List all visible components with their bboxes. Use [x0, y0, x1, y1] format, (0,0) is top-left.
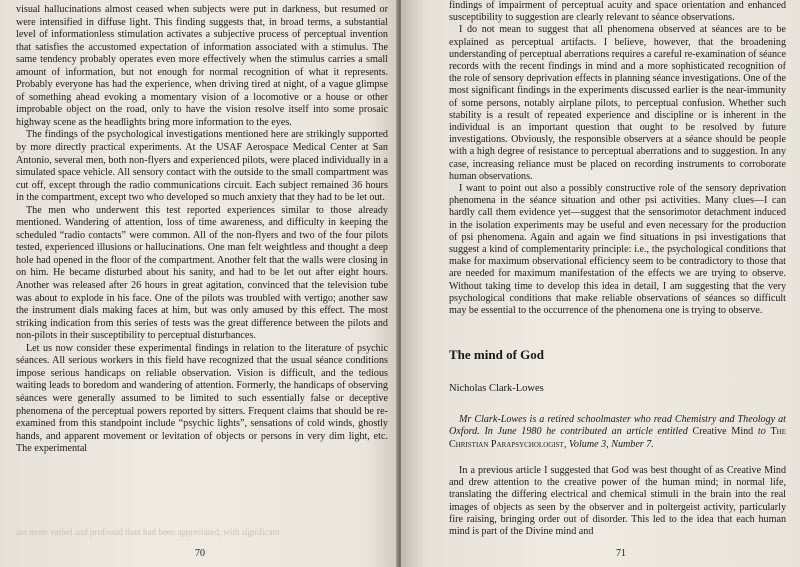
left-paragraph-4: Let us now consider these experimental findings in relation to the literature of psychic séances. All serious workers in this field have recognized that the usual séance conditions impose serious handicaps on reliable observation. Vision is difficult, and the tedious waiting leads to boredom and wandering of attention. Formerly, the handicaps of observing séances were generally assumed to be limited to such essentially false or deceptive phenomena of the perceptual powers reported by sitters. Frequent claims that should be re-examined from this standpoint include “psychic lights”, sensations of cold winds, ghostly hands, and apparent movement or levitation of objects or persons in very dim light, etc. The experimental: [16, 342, 388, 455]
right-paragraph-4: In a previous article I suggested that God was best thought of as Creative Mind and drew attention to the creative power of the human mind; in normal life, translating the differing electrical and chemical stimuli in the brain into the real images of objects as seen by the observer and in poltergeist activity, particularly fire raising, bringing order out of disorder. This led to the idea that each human mind is part of the Divine mind and: [449, 464, 786, 537]
intro-article-title: Creative Mind: [692, 426, 754, 438]
right-paragraph-1: findings of impairment of perceptual acuity and space orientation and enhanced susceptibility to suggestion are clearly relevant to séance observations.: [449, 0, 786, 24]
bleed-through-text: are more varied and profound than had been appreciated, with significant: [16, 527, 280, 537]
section-title: The mind of God: [449, 347, 544, 363]
page-number-right: 71: [616, 548, 626, 559]
right-paragraph-2: I do not mean to suggest that all phenomena observed at séances are to be explained as perceptual artifacts. I believe, however, that the broadening understanding of perceptual aberrations requires a careful re-examination of séance records with the recent findings in mind and a more sophisticated recognition of the role of sensory deprivation effects in planning séance investigations. One of the most significant findings in the experiments discussed earlier is the near-immunity of some persons, notably airplane pilots, to perceptual confusion. Whether such stability is a result of repeated experience and discipline or is inherent in the individual is an important question that ought to be resolved by future investigations. Obviously, the responsible observers at a séance should be people with a high degree of resistance to perceptual aberrations and to suggestion. In any case, increasing reliance must be placed on recording instruments to corroborate human observations.: [449, 24, 786, 182]
intro-part-3: , Volume 3, Number 7.: [563, 438, 654, 450]
left-paragraph-1: visual hallucinations almost ceased when subjects were put in darkness, but resumed or were intensified in diffuse light. This finding suggests that, in broad terms, a substantial level of informationless stimulation activates a subjective process of perceptual invention that satisfies the accustomed expectation of information associated with a stimulus. The same tendency probably operates even more effectively when the stimulus carries a small amount of information, but not enough for normal recognition of what it represents. Probably everyone has had the experience, when driving tired at night, of a vague glimpse of something ahead evoking a momentary vision of a locomotive or a house or other improbable object on the road, only to have the vision resolve itself into some prosaic highway scene as the headlights bring more information to the eyes.: [16, 4, 388, 128]
left-paragraph-2: The findings of the psychological investigations mentioned here are strikingly supported by more directly practical experiments. At the USAF Aerospace Medical Center at San Antonio, several men, both non-flyers and experienced pilots, were placed individually in a simulated space vehicle. All sensory contact with the outside to the small compartment was cut off, except through the radio communications circuit. Each subject remained 36 hours in the compartment, except two who developed so much anxiety that they had to be let out.: [16, 129, 388, 204]
intro-part-1: Mr Clark-Lowes is a retired schoolmaster who read Chemistry and Theology at Oxford. In June 1980 he contributed an article entitled: [449, 414, 786, 438]
author-intro: [449, 414, 786, 451]
author-byline: Nicholas Clark-Lowes: [449, 383, 544, 395]
right-page: [401, 0, 800, 567]
left-paragraph-3: The men who underwent this test reported experiences similar to those already mentioned. Wandering of attention, loss of time awareness, and difficulty in keeping the scheduled “radio contacts” were common. All of the non-flyers and two of the four pilots tested, experienced illusions or hallucinations. One man felt weightless and thought a deep hole had opened in the floor of the compartment. Another felt that the walls were closing in on him. He became disturbed about his sanity, and had to be let out after eight hours. Another was released after 26 hours in great agitation, convinced that the television tube was about to explode in his face. One of the pilots was troubled with vertigo; another saw the instrument dials making faces at him, but was only amused by this effect. The most striking indication from this series of tests was the great difference between the pilots and non-pilots in their susceptibility to perceptual disturbances.: [16, 204, 388, 342]
intro-journal-name: The Christian Parapsychologist: [449, 426, 786, 450]
left-page: [0, 0, 398, 567]
page-number-left: 70: [195, 548, 205, 559]
right-paragraph-3: I want to point out also a possibly constructive role of the sensory deprivation phenomena in the séance situation and other psi activities. Many clues—I can hardly call them evidence yet—suggest that the sensorimotor detachment induced in the isolation experiments may be useful and even necessary for the production of psi phenomena. Again and again we find situations in psi investigations that suggest a kind of complementarity principle: i.e., the psychological conditions that make for maximum observational efficiency seem to be contradictory to those that are needed for maximum manifestation of the effects we are trying to observe. Without taking time to develop this idea in detail, I am suggesting that the very psychological conditions that make reliable observations of séances so difficult may be essential to the occurrence of the phenomena one is trying to observe.: [449, 183, 786, 317]
intro-part-2: to: [753, 426, 771, 438]
